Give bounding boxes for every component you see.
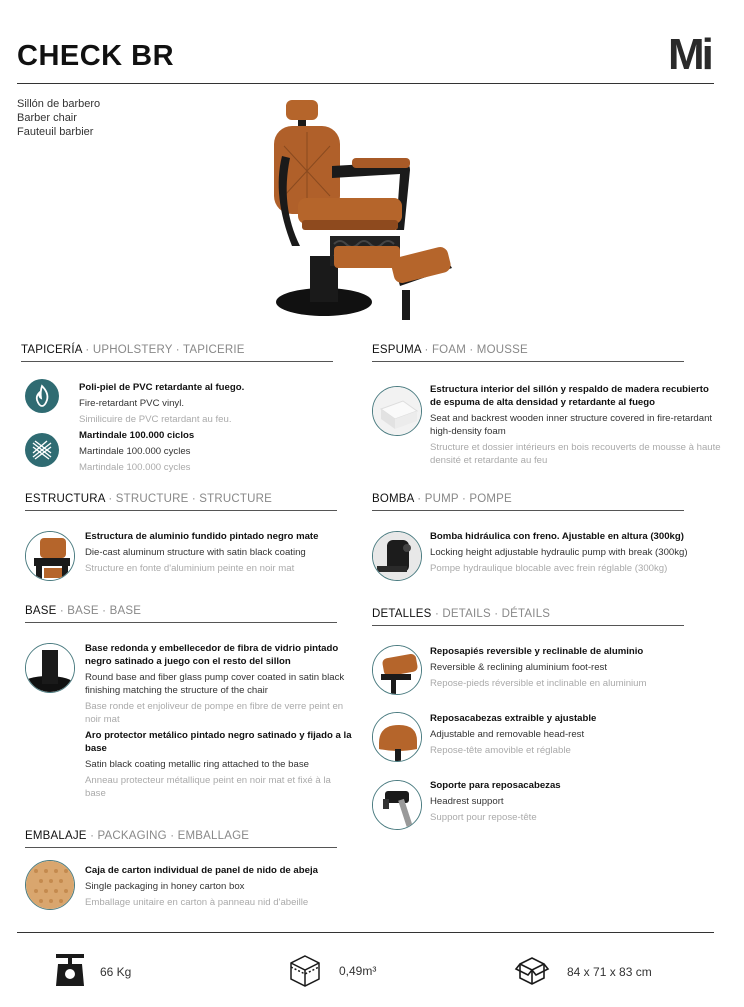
heading-alt: · STRUCTURE · STRUCTURE xyxy=(104,493,273,505)
base-item-1-fr: Base ronde et enjoliveur de pompe en fibre de verre peint en noir mat xyxy=(85,701,344,725)
subtitle-en: Barber chair xyxy=(17,112,77,124)
volume-cube-icon xyxy=(288,954,322,988)
section-base-heading xyxy=(25,605,337,623)
heading-alt: · DETAILS · DÉTAILS xyxy=(431,608,551,620)
heading-main: BASE xyxy=(25,605,57,617)
base-item-1-en: Round base and fiber glass pump cover coated in satin black finishing matching the structure of the chair xyxy=(85,672,345,696)
details-item-3-fr: Support pour repose-tête xyxy=(430,812,537,823)
footer-dimensions: 84 x 71 x 83 cm xyxy=(567,965,652,979)
subtitle-es: Sillón de barbero xyxy=(17,98,101,110)
heading-alt: · BASE · BASE xyxy=(56,605,142,617)
pump-text xyxy=(430,530,722,578)
section-details xyxy=(372,608,684,626)
structure-item-en: Die-cast aluminum structure with satin black coating xyxy=(85,547,306,558)
upholstery-item-1-es: Poli-piel de PVC retardante al fuego. xyxy=(79,382,245,393)
structure-item-fr: Structure en fonte d'aluminium peinte en noir mat xyxy=(85,563,295,574)
base-item-2-en: Satin black coating metallic ring attached to the base xyxy=(85,759,309,770)
box-dimensions-icon xyxy=(514,954,550,986)
brand-logo: Mi xyxy=(668,30,711,79)
section-details-heading xyxy=(372,608,684,626)
upholstery-text xyxy=(79,381,329,477)
footer-volume: 0,49m³ xyxy=(339,964,377,978)
foam-text xyxy=(430,383,722,470)
round-base-icon xyxy=(25,643,75,693)
heading-main: DETALLES xyxy=(372,608,432,620)
base-item-1-es: Base redonda y embellecedor de fibra de vidrio pintado negro satinado a juego con el resto del sillon xyxy=(85,643,339,667)
section-packaging xyxy=(25,830,337,848)
fire-retardant-icon xyxy=(25,379,59,413)
section-packaging-heading xyxy=(25,830,337,848)
subtitle-fr: Fauteuil barbier xyxy=(17,126,94,138)
footer-divider xyxy=(17,932,714,933)
section-foam xyxy=(372,344,684,362)
details-item-2-es: Reposacabezas extraible y ajustable xyxy=(430,713,597,724)
details-text-2 xyxy=(430,712,722,760)
pump-item-fr: Pompe hydraulique blocable avec frein réglable (300kg) xyxy=(430,563,668,574)
details-item-3-en: Headrest support xyxy=(430,796,504,807)
product-subtitle xyxy=(17,97,100,139)
base-text xyxy=(85,642,353,803)
packaging-item-es: Caja de carton individual de panel de nido de abeja xyxy=(85,865,318,876)
headrest-support-icon xyxy=(372,780,422,830)
section-structure-heading xyxy=(25,493,337,511)
hydraulic-pump-icon xyxy=(372,531,422,581)
packaging-item-en: Single packaging in honey carton box xyxy=(85,881,245,892)
section-structure xyxy=(25,493,337,511)
foam-item-es: Estructura interior del sillón y respaldo de madera recubierto de espuma de alta densidad y retardante al fuego xyxy=(430,384,709,408)
weight-scale-icon xyxy=(54,954,86,988)
footer-weight: 66 Kg xyxy=(100,965,132,979)
base-item-2-fr: Anneau protecteur métallique peint en noir mat et fixé à la base xyxy=(85,775,331,799)
details-item-2-fr: Repose-tête amovible et réglable xyxy=(430,745,571,756)
foam-block-icon xyxy=(372,386,422,436)
upholstery-item-1-en: Fire-retardant PVC vinyl. xyxy=(79,398,185,409)
section-foam-heading xyxy=(372,344,684,362)
honeycomb-carton-icon xyxy=(25,860,75,910)
barber-chair-image xyxy=(262,96,462,328)
upholstery-item-2-es: Martindale 100.000 ciclos xyxy=(79,430,195,441)
heading-main: EMBALAJE xyxy=(25,830,87,842)
details-item-1-es: Reposapiés reversible y reclinable de aluminio xyxy=(430,646,644,657)
pump-item-es: Bomba hidráulica con freno. Ajustable en altura (300kg) xyxy=(430,531,684,542)
heading-alt: · PUMP · POMPE xyxy=(413,493,512,505)
heading-main: TAPICERÍA xyxy=(21,344,83,356)
details-item-2-en: Adjustable and removable head-rest xyxy=(430,729,585,740)
heading-alt: · FOAM · MOUSSE xyxy=(421,344,528,356)
upholstery-item-2-fr: Martindale 100.000 cycles xyxy=(79,462,191,473)
upholstery-item-2-en: Martindale 100.000 cycles xyxy=(79,446,191,457)
section-upholstery xyxy=(21,344,333,362)
packaging-item-fr: Emballage unitaire en carton à panneau nid d'abeille xyxy=(85,897,309,908)
structure-photo-icon xyxy=(25,531,75,581)
footrest-icon xyxy=(372,645,422,695)
details-text-1 xyxy=(430,645,722,693)
details-text-3 xyxy=(430,779,722,827)
header-divider xyxy=(17,83,714,84)
details-item-3-es: Soporte para reposacabezas xyxy=(430,780,561,791)
martindale-fabric-icon xyxy=(25,433,59,467)
pump-item-en: Locking height adjustable hydraulic pump with break (300kg) xyxy=(430,547,688,558)
details-item-1-fr: Repose-pieds réversible et inclinable en aluminium xyxy=(430,678,647,689)
page-title: CHECK BR xyxy=(17,40,175,72)
packaging-text xyxy=(85,864,353,912)
heading-main: ESTRUCTURA xyxy=(25,493,105,505)
heading-main: BOMBA xyxy=(372,493,414,505)
section-base xyxy=(25,605,337,623)
base-item-2-es: Aro protector metálico pintado negro satinado y fijado a la base xyxy=(85,730,352,754)
foam-item-fr: Structure et dossier intérieurs en bois recouverts de mousse à haute densité et retardante au feu xyxy=(430,442,721,466)
foam-item-en: Seat and backrest wooden inner structure covered in fire-retardant high-density foam xyxy=(430,413,713,437)
heading-main: ESPUMA xyxy=(372,344,422,356)
structure-text xyxy=(85,530,340,578)
heading-alt: · UPHOLSTERY · TAPICERIE xyxy=(82,344,245,356)
headrest-icon xyxy=(372,712,422,762)
heading-alt: · PACKAGING · EMBALLAGE xyxy=(86,830,250,842)
upholstery-item-1-fr: Similicuire de PVC retardant au feu. xyxy=(79,414,232,425)
section-pump xyxy=(372,493,684,511)
section-upholstery-heading xyxy=(21,344,333,362)
details-item-1-en: Reversible & reclining aluminium foot-rest xyxy=(430,662,608,673)
section-pump-heading xyxy=(372,493,684,511)
structure-item-es: Estructura de aluminio fundido pintado negro mate xyxy=(85,531,319,542)
